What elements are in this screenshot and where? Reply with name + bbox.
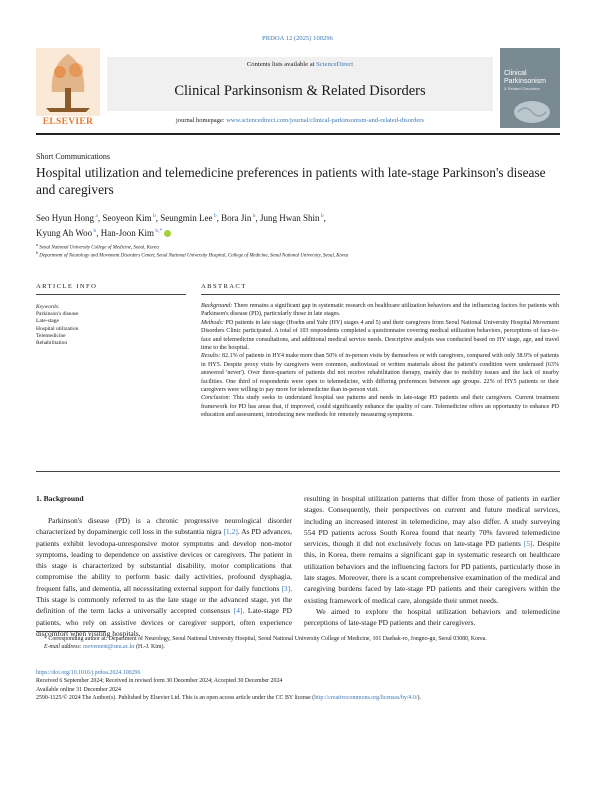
journal-reference[interactable]: PRDOA 12 (2025) 100296 (262, 35, 333, 42)
keyword: Telemedicine (36, 332, 66, 339)
keyword: Hospital utilization (36, 325, 79, 332)
journal-cover-thumbnail[interactable] (500, 48, 560, 128)
body-paragraph (304, 493, 560, 606)
author-name[interactable]: Seo Hyun Hong (36, 213, 94, 223)
citation-link[interactable]: [4] (233, 606, 243, 616)
received-dates: Received 6 September 2024; Received in revised form 30 December 2024; Accepted 30 December 2024 (36, 678, 283, 685)
orcid-icon[interactable] (164, 230, 171, 237)
contents-line (107, 61, 493, 68)
footnote-block (36, 635, 560, 651)
body-text: . Despite this, in Korea, there remains a significant gap in systematic research on healthcare utilization behaviors and the influencing factors for PD patients, particularly those in late stages. Moreover, there is a scant comprehensive examination of the medical and caregiving burdens faced by late-stage PD patients and their caregivers within the existing framework of medical care, alongside their unmet needs. (304, 539, 560, 605)
body-column-left (36, 515, 292, 639)
keyword: Parkinson's disease (36, 311, 79, 318)
homepage-line (107, 117, 493, 124)
keywords-block (36, 304, 186, 347)
article-info-heading: ARTICLE INFO (36, 283, 98, 290)
cover-title (504, 70, 546, 86)
email-line (36, 643, 560, 651)
keyword: Rehabilitation (36, 340, 68, 347)
author-affiliation-sup[interactable]: b,* (154, 228, 163, 234)
keywords-label: Keywords: (36, 304, 60, 310)
body-text: . This stage is commonly referred to as the late stage or the advanced stage, yet the definition of the term lacks a universally accepted consensus (36, 583, 292, 616)
citation-link[interactable]: [3] (281, 583, 291, 593)
author-affiliation-sup[interactable]: b (92, 228, 97, 234)
contents-prefix: Contents lists available at (246, 61, 317, 68)
abstract-body (201, 302, 559, 420)
abstract-label: Conclusion: (201, 395, 231, 402)
email-suffix: (H.-J. Kim). (134, 644, 165, 651)
author-name[interactable]: Kyung Ah Woo (36, 228, 93, 238)
abstract-conclusion (201, 394, 559, 419)
abstract-results (201, 352, 559, 394)
author-affiliation-sup[interactable]: b (251, 213, 256, 219)
cover-subtitle: & Related Disorders (504, 86, 540, 91)
publication-info (36, 669, 560, 702)
footnote-rule (36, 631, 106, 632)
author-list: Seo Hyun Hong $^a$, Seoyeon Kim $^b$, Seungmin Lee $^b$, Bora Jin $^b$, Jung Hwan Shin $^b$, Kyung Ah Woo $^b$, Han-Joon Kim $^{b,*}$ (36, 213, 326, 238)
article-type: Short Communications (36, 152, 110, 161)
license-line (36, 694, 560, 702)
license-prefix: 2590-1125/© 2024 The Author(s). Published by Elsevier Ltd. This is an open access article under the CC BY license ( (36, 694, 315, 701)
elsevier-logo (36, 48, 100, 128)
author-name[interactable]: Han-Joon Kim (100, 228, 154, 238)
affiliation-b (36, 249, 560, 260)
homepage-prefix: journal homepage: (176, 117, 227, 124)
author-affiliation-sup[interactable]: b (212, 213, 217, 219)
body-text: Parkinson's disease (PD) is a chronic progressive neurological disorder characterized by dopaminergic cell loss in the substantia nigra (36, 516, 292, 537)
body-text: . Late-stage PD patients, who rely on assistive devices or caregiver support, often experience discomfort when visiting hospitals, (36, 606, 292, 638)
email-link[interactable]: movement@snu.ac.kr (83, 644, 135, 651)
abstract-label: Background: (201, 303, 233, 309)
author-name[interactable]: Jung Hwan Shin (259, 213, 320, 223)
article-info-rule (36, 294, 186, 295)
doi-link[interactable]: https://doi.org/10.1016/j.prdoa.2024.100296 (36, 670, 141, 676)
affiliation-text: Department of Neurology and Movement Disorders Center, Seoul National University Hospital, College of Medicine, Seoul National University, Seoul, Korea (39, 253, 349, 259)
article-title: Hospital utilization and telemedicine preferences in patients with late-stage Parkinson's disease and caregivers (36, 165, 546, 197)
sciencedirect-link[interactable]: ScienceDirect (316, 61, 354, 68)
author-affiliation-sup[interactable]: a (94, 213, 98, 219)
author-affiliation-sup[interactable]: b (319, 213, 324, 219)
license-link[interactable]: http://creativecommons.org/licenses/by/4.0/ (314, 694, 418, 701)
body-paragraph: We aimed to explore the hospital utilization behaviors and telemedicine perceptions of late-stage PD patients and their caregivers. (304, 606, 560, 628)
author-name[interactable]: Bora Jin (221, 213, 252, 223)
abstract-label: Methods: (201, 319, 224, 326)
keyword: Late-stage (36, 318, 59, 325)
abstract-label: Results: (201, 353, 221, 360)
abstract-text: 82.1% of patients in HY4 make more than 50% of in-person visits by themselves or with caregivers, compared with only 38.9% of patients in HY5. Despite proxy visits by caregivers were common, audiovisual or written materials about the patient's condition were underused (63% answered 'never'). Over three-quarters of patients did not receive rehabilitation therapy, mainly due to mobility issues and the lack of nearby facilities. One third of respondents were open to telemedicine, with differing preferences between age groups. 22% of HY5 patients or their caregivers were willing to pay more for telemedicine than in-person visit. (201, 353, 559, 394)
affiliation-label: a (36, 242, 39, 247)
citation-link[interactable]: [5] (523, 539, 533, 549)
abstract-end-rule (36, 471, 560, 472)
abstract-rule (201, 294, 560, 295)
email-label: E-mail address: (44, 644, 84, 651)
abstract-text: There remains a significant gap in systematic research on healthcare utilization behaviors and the influencing factors for patients with Parkinson's disease (PD), particularly those in late stages. (201, 303, 559, 318)
citation-link[interactable]: [1,2] (223, 527, 238, 537)
header-divider (36, 133, 560, 135)
cover-title-line1: Clinical (504, 70, 527, 77)
journal-name: Clinical Parkinsonism & Related Disorders (174, 83, 426, 99)
body-text: resulting in hospital utilization patterns that differ from those of patients in earlier stages. Consequently, their perspectives on current and future medical services, including an increased interest in telemedicine, may also differ. A study surveying 554 PD patients across South Korea found that nearly 70% favored telemedicine services, though it did not exclusively focus on late-stage PD patients (304, 494, 560, 549)
author-affiliation-sup[interactable]: b (151, 213, 156, 219)
affiliation-label: b (36, 250, 39, 255)
affiliation-text: Seoul National University College of Medicine, Seoul, Korea (39, 245, 159, 251)
body-column-right (304, 493, 560, 629)
author-name[interactable]: Seungmin Lee (160, 213, 213, 223)
homepage-link[interactable]: www.sciencedirect.com/journal/clinical-parkinsonism-and-related-disorders (226, 117, 424, 124)
corresponding-author-note: * Corresponding author at: Department of Neurology, Seoul National University Hospital, Seoul National University College of Medicine, 101 Daehak-ro, Jongno-gu, Seoul 03080, Korea. (44, 636, 487, 642)
cover-title-line2: Parkinsonism (504, 78, 547, 85)
elsevier-wordmark: ELSEVIER (42, 117, 94, 127)
abstract-methods (201, 319, 559, 353)
abstract-heading: ABSTRACT (201, 283, 247, 290)
author-name[interactable]: Seoyeon Kim (102, 213, 152, 223)
section-heading-background: 1. Background (36, 494, 84, 503)
body-text: . As PD advances, patients exhibit levodopa-unresponsive motor symptoms and develop non-motor symptoms, leading to dependence on assistive devices or caregivers. The patient in this stage is characterized by substantial disability, motor complications that compromise the ability to perform basic daily activities, profound dysphagia, frequent falls, and dementia, all necessitating external support for daily functions (36, 527, 292, 593)
cover-brain-graphic (510, 98, 554, 126)
license-suffix: ). (417, 694, 421, 701)
abstract-text: PD patients in late stage (Hoehn and Yahr (HY) stages 4 and 5) and their caregivers from Seoul National University Hospital Movement Disorders Clinic participated. A total of 103 respondents completed a questionnaire covering medical utilization behaviors, perceptions of face-to-face and telemedicine consultations, and additional medical service needs. Descriptive analysis was conducted based on HY stage, age, and travel time to the hospital. (201, 319, 559, 352)
abstract-background (201, 302, 559, 319)
body-paragraph (36, 515, 292, 639)
abstract-text: This study seeks to understand hospital use patterns and needs in late-stage PD patients and their caregivers. Current treatment framework for PD has areas that, if improved, could significantly enhance the quality of care. Telemedicine offers an opportunity to enhance PD education and assessment, introducing new methods for remotely measuring symptoms. (201, 395, 559, 419)
online-date: Available online 31 December 2024 (36, 686, 121, 693)
